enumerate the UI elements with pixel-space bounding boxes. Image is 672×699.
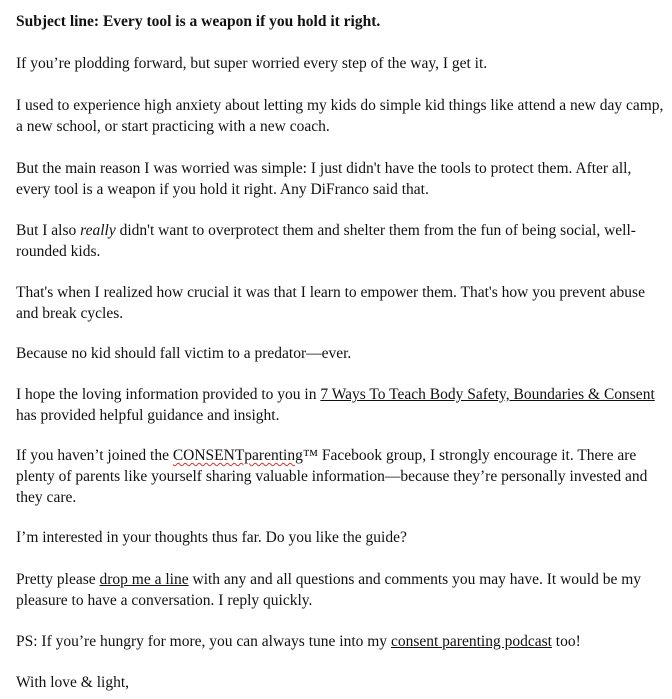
p4-emphasis: really	[80, 222, 116, 239]
trademark-symbol: ™	[302, 447, 319, 464]
paragraph-predator: Because no kid should fall victim to a predator—ever.	[16, 345, 352, 362]
p8-text-after: Facebook group, I strongly encourage it. There are plenty of parents like yourself sharing valuable information—because they’re personally invested and they care.	[16, 447, 648, 506]
paragraph-facebook-group	[16, 445, 664, 508]
paragraph-overprotect	[16, 220, 664, 262]
signoff: With love & light,	[16, 674, 130, 691]
paragraph-thoughts: I’m interested in your thoughts thus far. Do you like the guide?	[16, 529, 407, 546]
p4-text-after: didn't want to overprotect them and shelter them from the fun of being social, well-rounded kids.	[16, 222, 636, 260]
p10-text-before: Pretty please	[16, 571, 100, 588]
drop-me-a-line-link[interactable]: drop me a line	[99, 571, 189, 588]
paragraph-contact	[16, 569, 664, 611]
p8-text-before: If you haven’t joined the	[16, 447, 173, 464]
p7-text-before: I hope the loving information provided to you in	[16, 386, 321, 403]
paragraph-empower: That's when I realized how crucial it was that I learn to empower them. That's how you prevent abuse and break cycles.	[16, 284, 645, 322]
paragraph-ps	[16, 631, 664, 652]
p11-text-before: PS: If you’re hungry for more, you can always tune into my	[16, 633, 391, 650]
guide-link[interactable]: 7 Ways To Teach Body Safety, Boundaries & Consent	[320, 386, 655, 403]
p10-text-after: with any and all questions and comments you may have. It would be my pleasure to have a conversation. I reply quickly.	[16, 571, 642, 609]
paragraph-tools: But the main reason I was worried was simple: I just didn't have the tools to protect them. After all, every tool is a weapon if you hold it right. Any DiFranco said that.	[16, 160, 632, 198]
paragraph-anxiety: I used to experience high anxiety about letting my kids do simple kid things like attend a new day camp, a new school, or start practicing with a new coach.	[16, 97, 664, 135]
subject-line: Subject line: Every tool is a weapon if you hold it right.	[16, 13, 381, 30]
paragraph-guide	[16, 384, 664, 426]
p11-text-after: too!	[551, 633, 581, 650]
p7-text-after: has provided helpful guidance and insight.	[16, 407, 280, 424]
consentparenting-brand: CONSENTparenting	[172, 447, 303, 464]
paragraph-intro: If you’re plodding forward, but super worried every step of the way, I get it.	[16, 55, 488, 72]
p4-text-before: But I also	[16, 222, 81, 239]
podcast-link[interactable]: consent parenting podcast	[390, 633, 552, 650]
